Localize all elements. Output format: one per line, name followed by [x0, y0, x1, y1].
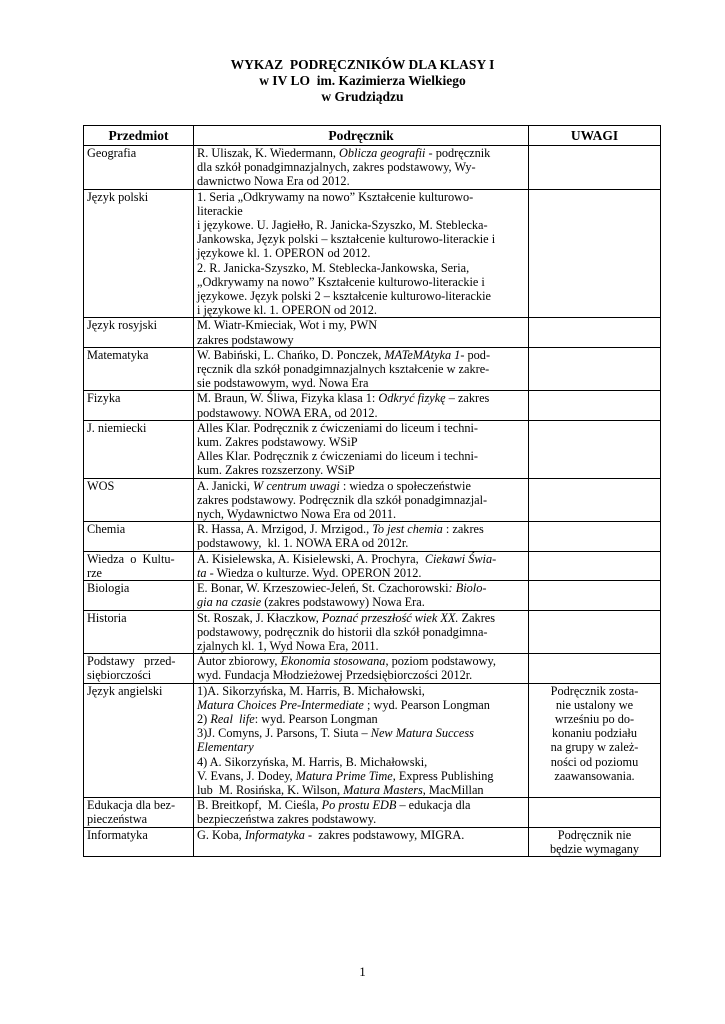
book-line	[197, 740, 525, 754]
table-row	[84, 798, 661, 827]
book-line	[197, 376, 525, 390]
book-title-italic: MATeMAtyka 1	[384, 347, 461, 362]
book-line	[197, 783, 525, 797]
subject-cell: Język polski	[84, 189, 194, 318]
subject-cell	[84, 551, 194, 580]
book-text: – edukacja dla	[396, 798, 471, 813]
header-subject: Przedmiot	[84, 126, 194, 146]
title-line-2: w IV LO im. Kazimierza Wielkiego	[259, 73, 466, 88]
book-text: Autor zbiorowy,	[197, 654, 281, 669]
book-text: podstawowy, kl. 1. NOWA ERA od 2012r.	[197, 536, 409, 551]
book-text: dawnictwo Nowa Era od 2012.	[197, 174, 350, 189]
book-text: ręcznik dla szkół ponadgimnazjalnych kształcenie w zakre-	[197, 362, 490, 377]
table-row	[84, 551, 661, 580]
book-line	[197, 536, 525, 550]
book-line	[197, 449, 525, 463]
book-line	[197, 391, 525, 405]
book-text: podstawowy, podręcznik do historii dla szkół ponadgimna-	[197, 624, 488, 639]
notes-line: konaniu podziału	[551, 726, 638, 741]
book-line	[197, 146, 525, 160]
book-cell	[194, 420, 529, 478]
book-text: Jankowska, Język polski – kształcenie kulturowo-literackie i	[197, 232, 496, 247]
notes-cell	[529, 522, 661, 551]
table-row	[84, 318, 661, 347]
table-row	[84, 610, 661, 654]
book-text: lub M. Rosińska, K. Wilson,	[197, 782, 344, 797]
book-cell	[194, 581, 529, 610]
book-cell	[194, 798, 529, 827]
book-cell	[194, 318, 529, 347]
book-cell	[194, 522, 529, 551]
book-text: - podręcznik	[425, 146, 491, 160]
book-text: M. Braun, W. Śliwa, Fizyka klasa 1:	[197, 391, 379, 406]
book-line	[197, 654, 525, 668]
book-line	[197, 712, 525, 726]
book-line	[197, 190, 525, 204]
book-text: E. Bonar, W. Krzeszowiec-Jeleń, St. Czachorowski	[197, 581, 449, 596]
table-row	[84, 189, 661, 318]
book-line	[197, 798, 525, 812]
book-cell	[194, 683, 529, 798]
book-text: 1. Seria „Odkrywamy na nowo” Kształcenie kulturowo-	[197, 189, 474, 204]
subject-cell	[84, 654, 194, 683]
book-text: Alles Klar. Podręcznik z ćwiczeniami do liceum i techni-	[197, 449, 479, 464]
book-text: Alles Klar. Podręcznik z ćwiczeniami do liceum i techni-	[197, 420, 479, 435]
title-line-1: WYKAZ PODRĘCZNIKÓW DLA KLASY I	[230, 57, 495, 72]
book-text: - Wiedza o kulturze. Wyd. OPERON 2012.	[206, 565, 422, 580]
book-text: R. Hassa, A. Mrzigod, J. Mrzigod.,	[197, 522, 373, 537]
book-line	[197, 507, 525, 521]
notes-cell	[529, 391, 661, 420]
book-title-italic: Ekonomia stosowana	[280, 654, 386, 669]
subject-line: Edukacja dla bez-	[87, 798, 176, 813]
book-text: : wyd. Pearson Longman	[254, 711, 378, 726]
book-text: i językowe. U. Jagiełło, R. Janicka-Szyszko, M. Steblecka-	[197, 218, 488, 233]
book-text: 3)J. Comyns, J. Parsons, T. Siuta –	[197, 726, 371, 741]
book-line	[197, 232, 525, 246]
book-line	[197, 318, 525, 332]
book-text: zakres podstawowy	[197, 332, 294, 347]
book-text: 2. R. Janicka-Szyszko, M. Steblecka-Jankowska, Seria,	[197, 260, 470, 275]
notes-line: Podręcznik nie	[557, 827, 632, 842]
book-cell	[194, 654, 529, 683]
book-line	[197, 204, 525, 218]
subject-line: Podstawy przed-	[87, 654, 176, 669]
notes-line: wrześniu po do-	[554, 711, 635, 726]
subject-line: Wiedza o Kultu-	[87, 551, 175, 566]
table-row	[84, 522, 661, 551]
book-text: V. Evans, J. Dodey,	[197, 768, 296, 783]
page-number: 1	[359, 964, 366, 979]
subject-cell: Historia	[84, 610, 194, 654]
textbook-table	[83, 125, 661, 857]
book-title-italic: Informatyka	[244, 827, 305, 842]
book-title-italic: ta	[197, 565, 207, 580]
book-cell	[194, 347, 529, 391]
book-line	[197, 581, 525, 595]
book-text: G. Koba,	[197, 827, 245, 842]
book-text: sie podstawowym, wyd. Nowa Era	[197, 376, 369, 391]
book-line	[197, 552, 525, 566]
book-line	[197, 639, 525, 653]
book-line	[197, 275, 525, 289]
subject-line: siębiorczości	[87, 668, 152, 683]
book-text: - zakres podstawowy, MIGRA.	[304, 827, 465, 842]
book-line	[197, 566, 525, 580]
book-cell	[194, 391, 529, 420]
notes-cell	[529, 798, 661, 827]
book-line	[197, 406, 525, 420]
book-title-italic: Ciekawi Świa-	[424, 551, 497, 566]
subject-cell: Fizyka	[84, 391, 194, 420]
notes-line: będzie wymagany	[549, 841, 640, 856]
book-text: : zakres	[442, 522, 484, 537]
book-text: (zakres podstawowy) Nowa Era.	[261, 595, 425, 610]
book-title-italic: W centrum uwagi	[253, 478, 340, 493]
book-title-italic: gia na czasie	[197, 595, 262, 610]
document-title	[0, 57, 725, 105]
book-cell	[194, 827, 529, 856]
notes-cell	[529, 478, 661, 522]
book-line	[197, 769, 525, 783]
book-text: kum. Zakres podstawowy. WSiP	[197, 435, 358, 450]
table-row	[84, 391, 661, 420]
book-line	[197, 333, 525, 347]
book-text: , poziom podstawowy,	[385, 654, 496, 669]
book-text: A. Janicki,	[197, 478, 254, 493]
book-line	[197, 218, 525, 232]
book-text: : wiedza o społeczeństwie	[339, 478, 471, 493]
book-text: – zakres	[445, 391, 490, 406]
book-text: Zakres	[458, 610, 496, 625]
book-title-italic: Matura Masters	[343, 782, 423, 797]
notes-line: nie ustalony we	[555, 697, 634, 712]
notes-cell	[529, 347, 661, 391]
book-line	[197, 246, 525, 260]
book-text: podstawowy. NOWA ERA, od 2012.	[197, 405, 378, 420]
table-row	[84, 478, 661, 522]
book-title-italic: Matura Prime Time	[295, 768, 393, 783]
book-cell	[194, 146, 529, 190]
book-line	[197, 611, 525, 625]
book-title-italic: Poznać przeszłość wiek XX.	[321, 610, 459, 625]
book-text: zjalnych kl. 1, Wyd Nowa Era, 2011.	[197, 638, 379, 653]
subject-cell: Chemia	[84, 522, 194, 551]
book-text: A. Kisielewska, A. Kisielewski, A. Prochyra,	[197, 551, 425, 566]
book-line	[197, 160, 525, 174]
book-title-italic: To jest chemia	[372, 522, 443, 537]
table-row	[84, 347, 661, 391]
header-book: Podręcznik	[194, 126, 529, 146]
notes-line: na grupy w zależ-	[550, 740, 639, 755]
table-row	[84, 683, 661, 798]
book-line	[197, 828, 525, 842]
book-line	[197, 668, 525, 682]
book-text: dla szkół ponadgimnazjalnych, zakres podstawowy, Wy-	[197, 160, 476, 175]
book-line	[197, 289, 525, 303]
book-line	[197, 362, 525, 376]
book-title-italic: : Biolo-	[448, 581, 487, 596]
book-cell	[194, 478, 529, 522]
subject-cell: Język angielski	[84, 683, 194, 798]
title-line-3: w Grudziądzu	[321, 89, 404, 104]
table-row	[84, 146, 661, 190]
book-line	[197, 684, 525, 698]
notes-cell	[529, 581, 661, 610]
notes-cell	[529, 318, 661, 347]
book-text: wyd. Fundacja Młodzieżowej Przedsiębiorczości 2012r.	[197, 668, 473, 683]
notes-cell	[529, 551, 661, 580]
notes-line: zaawansowania.	[554, 768, 635, 783]
notes-cell	[529, 683, 661, 798]
subject-cell: Język rosyjski	[84, 318, 194, 347]
notes-cell	[529, 146, 661, 190]
book-title-italic: Matura Choices Pre-Intermediate	[197, 697, 364, 712]
book-text: W. Babiński, L. Chańko, D. Ponczek,	[197, 347, 385, 362]
book-text: B. Breitkopf, M. Cieśla,	[197, 798, 322, 813]
table-row	[84, 654, 661, 683]
table-row	[84, 581, 661, 610]
book-text: , Express Publishing	[392, 768, 494, 783]
book-title-italic: Odkryć fizykę	[378, 391, 446, 406]
subject-cell: J. niemiecki	[84, 420, 194, 478]
book-title-italic: Oblicza geografii	[339, 146, 426, 160]
book-line	[197, 625, 525, 639]
notes-line: Podręcznik zosta-	[550, 683, 639, 698]
book-text: językowe. Język polski 2 – kształcenie kulturowo-literackie	[197, 289, 492, 304]
book-line	[197, 261, 525, 275]
subject-cell: WOS	[84, 478, 194, 522]
subject-cell: Informatyka	[84, 827, 194, 856]
subject-cell	[84, 798, 194, 827]
book-cell	[194, 610, 529, 654]
book-line	[197, 348, 525, 362]
book-line	[197, 303, 525, 317]
book-line	[197, 421, 525, 435]
book-text: językowe kl. 1. OPERON od 2012.	[197, 246, 371, 261]
book-text: zakres podstawowy. Podręcznik dla szkół ponadgimnazjal-	[197, 492, 488, 507]
book-title-italic: New Matura Success	[370, 726, 474, 741]
book-line	[197, 812, 525, 826]
book-title-italic: Po prostu EDB	[321, 798, 397, 813]
book-text: kum. Zakres rozszerzony. WSiP	[197, 463, 355, 478]
book-title-italic: Real life	[210, 711, 255, 726]
notes-cell	[529, 189, 661, 318]
book-text: bezpieczeństwa zakres podstawowy.	[197, 812, 377, 827]
book-text: - pod-	[460, 347, 491, 362]
book-line	[197, 522, 525, 536]
book-text: , MacMillan	[422, 782, 484, 797]
subject-line: pieczeństwa	[87, 812, 148, 827]
book-text: 2)	[197, 711, 211, 726]
book-text: „Odkrywamy na nowo” Kształcenie kulturowo-literackie i	[197, 274, 485, 289]
table-header-row	[84, 126, 661, 146]
subject-line: rze	[87, 565, 103, 580]
book-title-italic: Elementary	[197, 740, 254, 755]
book-line	[197, 493, 525, 507]
book-line	[197, 726, 525, 740]
book-text: 4) A. Sikorzyńska, M. Harris, B. Michałowski,	[197, 754, 428, 769]
book-line	[197, 595, 525, 609]
notes-cell	[529, 610, 661, 654]
table-row	[84, 420, 661, 478]
book-line	[197, 479, 525, 493]
notes-line: ności od poziomu	[550, 754, 639, 769]
notes-cell	[529, 827, 661, 856]
subject-cell: Matematyka	[84, 347, 194, 391]
header-notes: UWAGI	[529, 126, 661, 146]
book-text: M. Wiatr-Kmieciak, Wot i my, PWN	[197, 318, 378, 333]
book-line	[197, 463, 525, 477]
book-line	[197, 755, 525, 769]
book-line	[197, 698, 525, 712]
notes-cell	[529, 654, 661, 683]
book-text: ; wyd. Pearson Longman	[363, 697, 490, 712]
notes-cell	[529, 420, 661, 478]
book-cell	[194, 189, 529, 318]
subject-cell: Biologia	[84, 581, 194, 610]
book-text: i językowe kl. 1. OPERON od 2012.	[197, 303, 377, 318]
subject-cell: Geografia	[84, 146, 194, 190]
book-text: R. Uliszak, K. Wiedermann,	[197, 146, 340, 160]
book-text: 1)A. Sikorzyńska, M. Harris, B. Michałowski,	[197, 683, 425, 698]
book-text: St. Roszak, J. Kłaczkow,	[197, 610, 322, 625]
book-cell	[194, 551, 529, 580]
book-line	[197, 174, 525, 188]
book-text: literackie	[197, 203, 243, 218]
table-row	[84, 827, 661, 856]
book-text: nych, Wydawnictwo Nowa Era od 2011.	[197, 507, 397, 522]
book-line	[197, 435, 525, 449]
